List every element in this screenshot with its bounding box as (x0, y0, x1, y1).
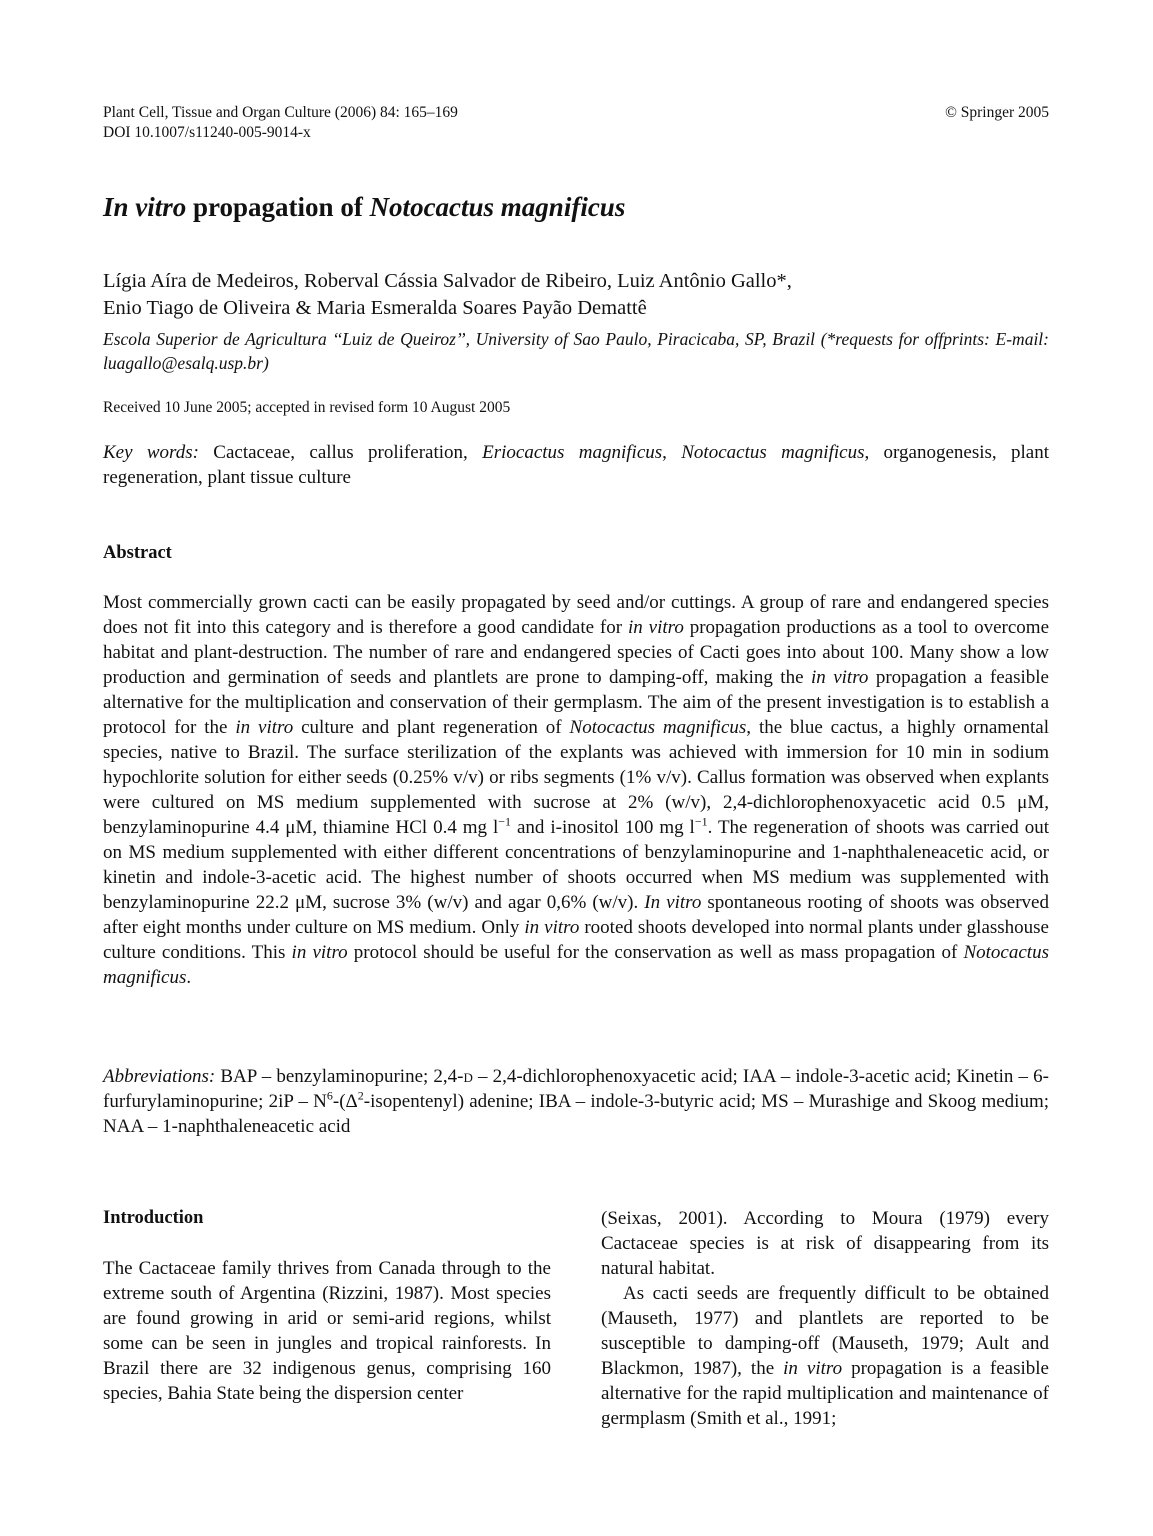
paper-title (103, 190, 625, 224)
abbreviations (103, 1064, 1049, 1139)
author-list (103, 268, 1063, 322)
keywords-label: Key words: (103, 442, 199, 463)
title-middle: propagation of (186, 192, 370, 222)
title-in-vitro: In vitro (103, 192, 187, 222)
introduction-right-column (601, 1206, 1049, 1431)
abstract-in-vitro: in vitro (810, 667, 869, 688)
authors-line-1: Lígia Aíra de Medeiros, Roberval Cássia Salvador de Ribeiro, Luiz Antônio Gallo*, (103, 270, 792, 292)
abstract-superscript: −1 (498, 814, 512, 829)
abbreviations-text: – 2,4-dichlorophenoxyacetic acid; IAA – indole-3-acetic acid; Kinetin – 6-furfurylaminopurine; 2iP – N (103, 1066, 1049, 1112)
keywords (103, 440, 1049, 490)
abstract-text: Most commercially grown cacti can be easily propagated by seed and/or cuttings. A group of rare and endangered species does not fit into this category and is therefore a good candidate for (103, 592, 1049, 638)
affiliation: Escola Superior de Agricultura ‘‘Luiz de Queiroz’’, University of Sao Paulo, Piracicaba, SP, Brazil (*requests for offprints: E-mail: luagallo@esalq.usp.br) (103, 329, 1049, 373)
abstract-in-vitro: In vitro (644, 892, 702, 913)
authors-line-2: Enio Tiago de Oliveira & Maria Esmeralda Soares Payão Demattê (103, 297, 647, 319)
abstract-text: , the blue cactus, a highly ornamental species, native to Brazil. The surface sterilization of the explants was achieved with immersion for 10 min in sodium hypochlorite solution for either seeds (0.25% v/v) or ribs segments (1% v/v). Callus formation was observed when explants were cultured on MS medium supplemented with sucrose at 2% (w/v), 2,4-dichlorophenoxyacetic acid 0.5 μM, benzylaminopurine 4.4 μM, thiamine HCl 0.4 mg l (103, 717, 1049, 838)
journal-citation (103, 103, 458, 143)
title-species: Notocactus magnificus (369, 192, 626, 222)
abstract-text: and i-inositol 100 mg l (511, 817, 695, 838)
abstract-text: rooted shoots developed into normal plants under glasshouse culture conditions. This (103, 917, 1049, 963)
abstract-superscript: −1 (694, 814, 708, 829)
abstract-in-vitro: in vitro (235, 717, 294, 738)
abbreviations-small-caps: d (463, 1066, 473, 1087)
introduction-paragraph: The Cactaceae family thrives from Canada through to the extreme south of Argentina (Rizzini, 1987). Most species are found growing in arid or semi-arid regions, whilst some can be seen in jungles and tropical rainforests. In Brazil there are 32 indigenous genus, comprising 160 species, Bahia State being the dispersion center (103, 1258, 551, 1404)
abstract-in-vitro: in vitro (524, 917, 580, 938)
introduction-text: As cacti seeds are frequently difficult to be obtained (Mauseth, 1977) and plantlets are reported to be susceptible to damping-off (Mauseth, 1979; Ault and Blackmon, 1987), the (601, 1283, 1049, 1379)
keyword-notocactus: Notocactus magnificus (681, 442, 865, 463)
copyright: © Springer 2005 (945, 104, 1049, 121)
introduction-heading: Introduction (103, 1208, 204, 1228)
abstract-heading: Abstract (103, 543, 172, 563)
abstract-in-vitro: in vitro (291, 942, 348, 963)
abstract-text: spontaneous rooting of shoots was observed after eight months under culture on MS medium. Only (103, 892, 1049, 938)
keywords-text-3: , organogenesis, plant regeneration, plant tissue culture (103, 442, 1049, 488)
abstract-text: propagation productions as a tool to overcome habitat and plant-destruction. The number of rare and endangered species of Cacti goes into about 100. Many show a low production and germination of seeds and plantlets are prone to damping-off, making the (103, 617, 1049, 688)
abstract-text: protocol should be useful for the conservation as well as mass propagation of (347, 942, 964, 963)
abstract-species: Notocactus magnificus (103, 942, 1049, 988)
abstract-body (103, 590, 1049, 990)
abstract-species: Notocactus magnificus (569, 717, 747, 738)
abstract-text: culture and plant regeneration of (293, 717, 570, 738)
received-dates: Received 10 June 2005; accepted in revised form 10 August 2005 (103, 399, 511, 416)
journal-name: Plant Cell, Tissue and Organ Culture (2006) 84: 165–169 (103, 104, 458, 121)
abbreviations-text: BAP – benzylaminopurine; 2,4- (215, 1066, 464, 1087)
keywords-sep: , (662, 442, 682, 463)
introduction-in-vitro: in vitro (783, 1358, 843, 1379)
abstract-text: . (186, 967, 192, 988)
abbreviations-superscript: 2 (357, 1088, 364, 1103)
abbreviations-text: -(Δ (332, 1091, 358, 1112)
abstract-in-vitro: in vitro (627, 617, 684, 638)
abbreviations-text: -isopentenyl) adenine; IBA – indole-3-butyric acid; MS – Murashige and Skoog medium; NAA – 1-naphthaleneacetic acid (103, 1091, 1049, 1137)
abbreviations-label: Abbreviations: (103, 1066, 216, 1087)
abstract-text: . The regeneration of shoots was carried out on MS medium supplemented with either different concentrations of benzylaminopurine and 1-naphthaleneacetic acid, or kinetin and indole-3-acetic acid. The highest number of shoots occurred when MS medium was supplemented with benzylaminopurine 22.2 μM, sucrose 3% (w/v) and agar 0,6% (w/v). (103, 817, 1049, 913)
introduction-left-column (103, 1256, 551, 1406)
abstract-text: propagation a feasible alternative for the multiplication and conservation of their germplasm. The aim of the present investigation is to establish a protocol for the (103, 667, 1049, 738)
introduction-paragraph (601, 1281, 1049, 1431)
introduction-paragraph: (Seixas, 2001). According to Moura (1979) every Cactaceae species is at risk of disappearing from its natural habitat. (601, 1208, 1049, 1279)
keywords-text-1: Cactaceae, callus proliferation, (198, 442, 483, 463)
keyword-eriocactus: Eriocactus magnificus (482, 442, 663, 463)
abbreviations-superscript: 6 (326, 1088, 333, 1103)
doi: DOI 10.1007/s11240-005-9014-x (103, 124, 311, 141)
introduction-text: propagation is a feasible alternative for the rapid multiplication and maintenance of germplasm (Smith et al., 1991; (601, 1358, 1049, 1429)
